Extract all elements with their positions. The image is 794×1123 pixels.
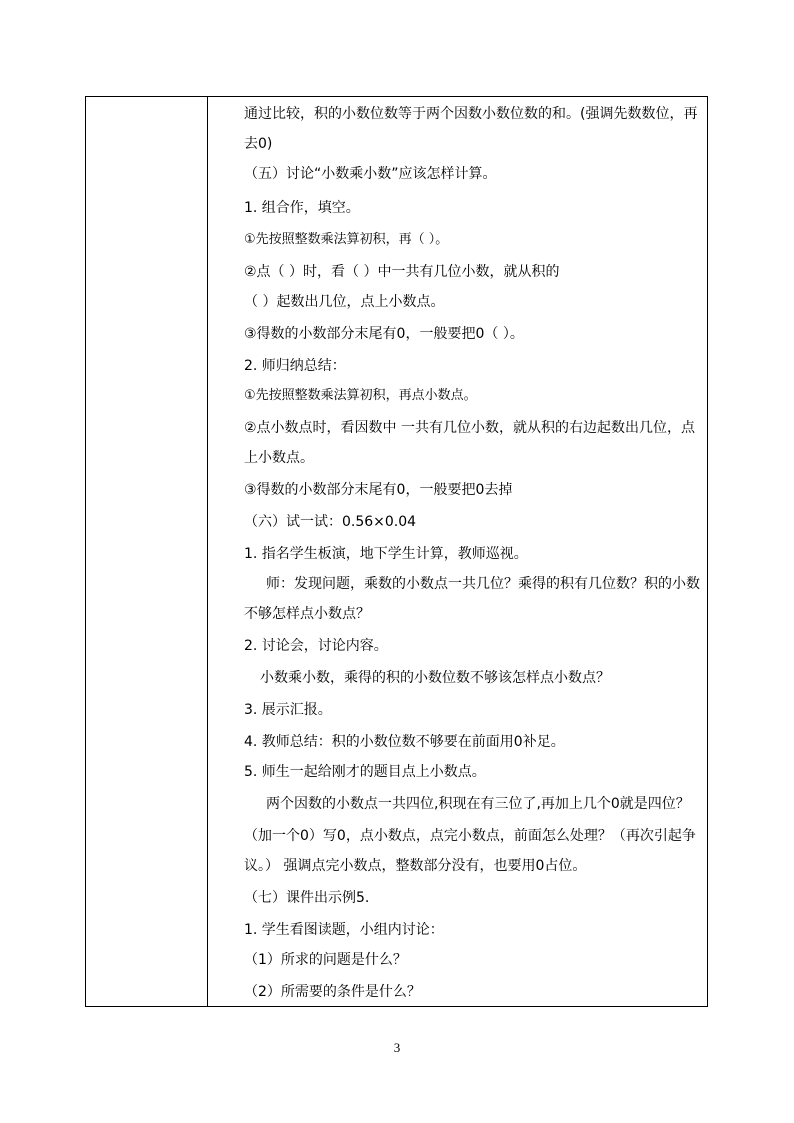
- text-line: 2. 师归纳总结：: [244, 358, 346, 374]
- page-number: 3: [393, 1040, 401, 1055]
- text-line: 4. 教师总结：积的小数位数不够要在前面用0补足。: [244, 734, 565, 750]
- text-line: （五）讨论“小数乘小数”应该怎样计算。: [244, 166, 497, 182]
- text-line: （ ）起数出几位，点上小数点。: [244, 294, 445, 310]
- text-line: 1. 学生看图读题，小组内讨论：: [244, 922, 444, 938]
- text-line: 1. 组合作，填空。: [244, 200, 360, 216]
- text-line: （七）课件出示例5.: [244, 890, 370, 906]
- text-line: 5. 师生一起给刚才的题目点上小数点。: [244, 764, 486, 780]
- text-line: 上小数点。: [244, 450, 314, 466]
- text-line: ③得数的小数部分末尾有0，一般要把0（ ）。: [244, 326, 524, 342]
- text-line: 通过比较，积的小数位数等于两个因数小数位数的和。(强调先数数位，再: [244, 106, 698, 122]
- text-line: （1）所求的问题是什么？: [244, 952, 407, 968]
- text-line: 1. 指名学生板演，地下学生计算，教师巡视。: [244, 546, 528, 562]
- table-left-column: [86, 97, 208, 1006]
- text-line: ②点（ ）时，看（ ）中一共有几位小数，就从积的: [244, 264, 560, 280]
- text-line: 议。） 强调点完小数点，整数部分没有，也要用0占位。: [244, 858, 587, 874]
- text-line: 不够怎样点小数点？: [244, 606, 370, 622]
- text-line: （六）试一试：0.56×0.04: [244, 514, 417, 530]
- text-line: （2）所需要的条件是什么？: [244, 984, 421, 1000]
- table-right-column: [208, 97, 707, 1006]
- text-line: 3. 展示汇报。: [244, 702, 332, 718]
- text-line: ①先按照整数乘法算初积，再（ ）。: [244, 232, 449, 247]
- text-line: ①先按照整数乘法算初积，再点小数点。: [244, 388, 477, 403]
- text-line: ②点小数点时，看因数中 一共有几位小数，就从积的右边起数出几位，点: [244, 420, 695, 436]
- lesson-table: [85, 96, 708, 1007]
- text-line: 师：发现问题，乘数的小数点一共几位？乘得的积有几位数？积的小数: [266, 576, 700, 592]
- text-line: 去0): [244, 136, 273, 152]
- text-line: ③得数的小数部分末尾有0，一般要把0去掉: [244, 482, 513, 498]
- text-line: 两个因数的小数点一共四位,积现在有三位了,再加上几个0就是四位？: [266, 796, 690, 812]
- text-line: 2. 讨论会，讨论内容。: [244, 638, 388, 654]
- text-line: （加一个0）写0，点小数点，点完小数点，前面怎么处理？（再次引起争: [244, 828, 696, 844]
- text-line: 小数乘小数，乘得的积的小数位数不够该怎样点小数点？: [260, 670, 610, 686]
